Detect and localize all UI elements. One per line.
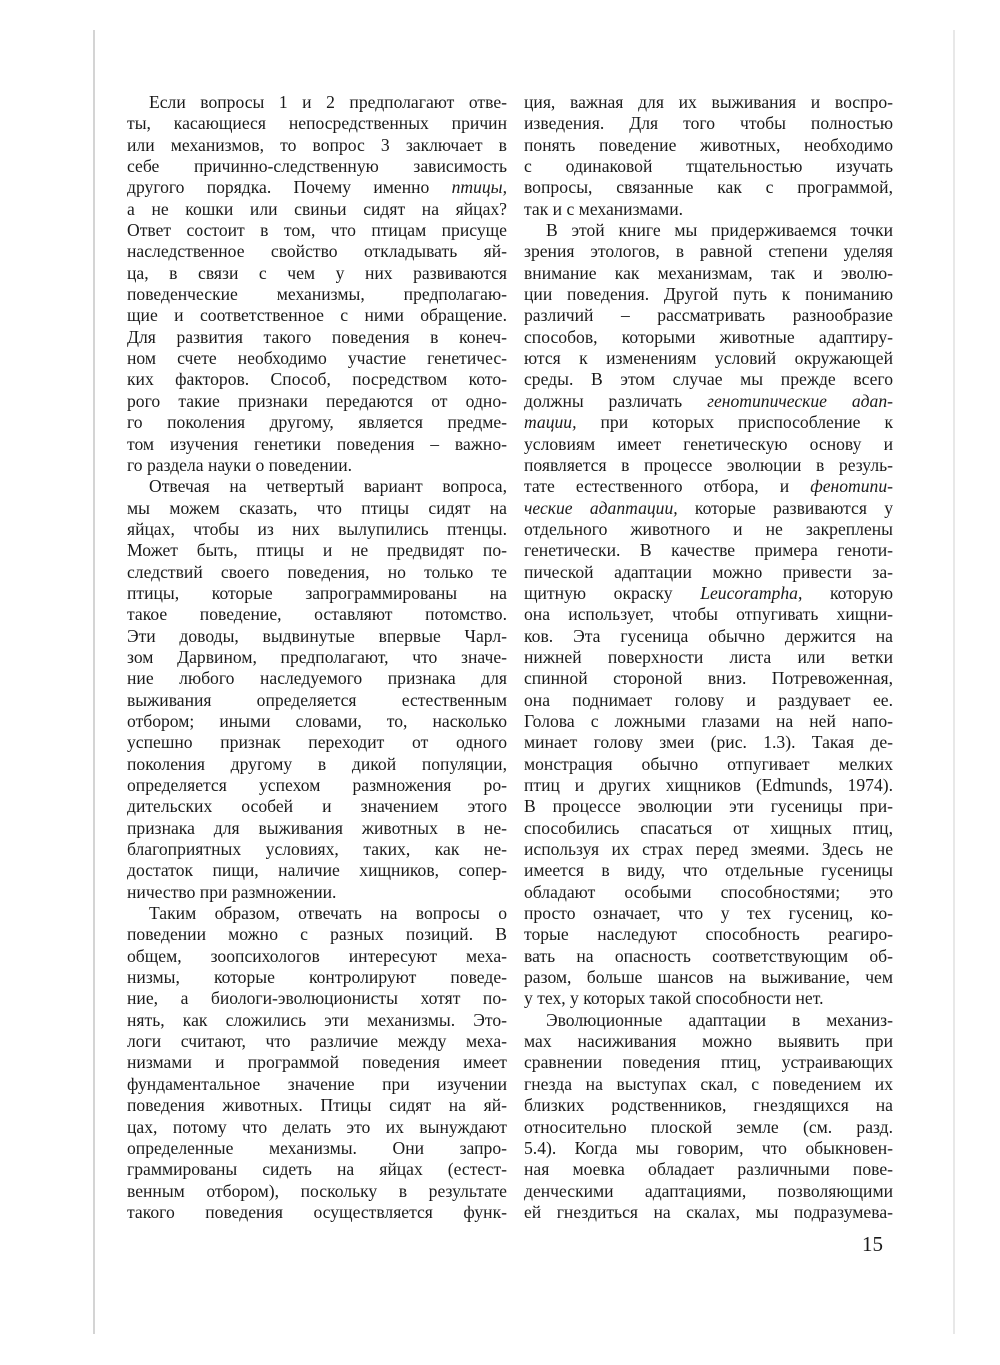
text-line: тации, при которых приспособление к — [524, 412, 893, 433]
text-line: Голова с ложными глазами на ней напо- — [524, 710, 893, 731]
text-line: ции поведения. Другой путь к пониманию — [524, 284, 893, 305]
text-line: В процессе эволюции эти гусеницы при- — [524, 796, 893, 817]
text-line: себе причинно-следственную зависимость — [127, 156, 507, 177]
right-text-column — [524, 92, 893, 1223]
left-text-column — [127, 92, 507, 1223]
italic-term: ческие адаптации, — [524, 497, 678, 518]
text-line: изведения. Для того чтобы полностью — [524, 113, 893, 134]
text-line: такое поведение, оставляют потомство. — [127, 604, 507, 625]
text-line: генетически. В качестве примера геноти- — [524, 540, 893, 561]
text-line: другого порядка. Почему именно птицы, — [127, 177, 507, 198]
text-line: ца, в связи с чем у них развиваются — [127, 262, 507, 283]
text-line: ном счете необходимо участие генетичес- — [127, 348, 507, 369]
text-line: денческими адаптациями, позволяющими — [524, 1180, 893, 1201]
text-line: общем, зоопсихологов интересуют меха- — [127, 945, 507, 966]
italic-term: птицы, — [451, 177, 507, 198]
page-number: 15 — [862, 1232, 883, 1256]
text-line: признака для выживания животных в не- — [127, 817, 507, 838]
text-line: она использует, чтобы отпугивать хищни- — [524, 604, 893, 625]
text-line: ная моевка обладает различными пове- — [524, 1159, 893, 1180]
text-line: нять, как сложились эти механизмы. Это- — [127, 1009, 507, 1030]
text-line: она поднимает голову и раздувает ее. — [524, 689, 893, 710]
text-line: зом Дарвином, предполагают, что значе- — [127, 646, 507, 667]
text-line: ей гнездиться на скалах, мы подразумева- — [524, 1201, 893, 1222]
italic-term: тации, — [524, 412, 577, 433]
text-line: Может быть, птицы и не предвидят по- — [127, 540, 507, 561]
italic-term: фенотипи- — [810, 476, 893, 497]
text-line: благоприятных условиях, таких, как не- — [127, 839, 507, 860]
text-line: ческие адаптации, которые развиваются у — [524, 497, 893, 518]
text-line: определенные механизмы. Они запро- — [127, 1137, 507, 1158]
italic-term: Leucorampha, — [700, 582, 803, 603]
text-line: ков. Эта гусеница обычно держится на — [524, 625, 893, 646]
text-line: гнезда на выступах скал, с поведением их — [524, 1073, 893, 1094]
text-line: щитную окраску Leucorampha, которую — [524, 582, 893, 603]
text-line: монстрация обычно отпугивает мелких — [524, 753, 893, 774]
text-line: В этой книге мы придерживаемся точки — [546, 220, 893, 241]
text-line: Таким образом, отвечать на вопросы о — [149, 903, 507, 924]
text-line: Эти доводы, выдвинутые впервые Чарл- — [127, 625, 507, 646]
text-line: поведенческие механизмы, предполагаю- — [127, 284, 507, 305]
text-line: тате естественного отбора, и фенотипи- — [524, 476, 893, 497]
text-line: способились спасаться от хищных птиц, — [524, 817, 893, 838]
text-line: фундаментальное значение при изучении — [127, 1073, 507, 1094]
text-line: вать на опасность соответствующим об- — [524, 945, 893, 966]
text-line: наследственное свойство откладывать яй- — [127, 241, 507, 262]
text-line: венным отбором), поскольку в результате — [127, 1180, 507, 1201]
text-line: Если вопросы 1 и 2 предполагают отве- — [149, 92, 507, 112]
text-line: разом, больше шансов на выживание, чем — [524, 967, 893, 988]
text-line: поколения другому в дикой популяции, — [127, 753, 507, 774]
text-line: зрения этологов, в равной степени уделяя — [524, 241, 893, 262]
text-line: определяется успехом размножения ро- — [127, 775, 507, 795]
text-line: щие и соответственное с ними обращение. — [127, 305, 507, 326]
text-line: низмы, которые контролируют поведе- — [127, 967, 507, 988]
text-line: должны различать генотипические адап- — [524, 390, 893, 411]
text-line: дительских особей и значением этого — [127, 796, 507, 817]
text-line: цах, потому что делать это их вынуждают — [127, 1116, 507, 1137]
text-line: яйцах, чтобы из них вылупились птенцы. — [127, 518, 507, 539]
text-line: относительно плоской земле (см. разд. — [524, 1116, 893, 1137]
text-line: используя их страх перед змеями. Здесь не — [524, 839, 893, 860]
text-line: мы можем сказать, что птицы сидят на — [127, 497, 507, 518]
text-line: у тех, у которых такой способности нет. — [524, 988, 824, 1009]
text-line: близких родственников, гнездящихся на — [524, 1095, 893, 1116]
text-line: торые наследуют способность реагиро- — [524, 924, 893, 945]
text-line: го раздела науки о поведении. — [127, 454, 353, 475]
text-line: спинной стороной вниз. Потревоженная, — [524, 668, 893, 689]
text-line: логи считают, что различие между меха- — [127, 1031, 507, 1052]
text-line: поведения животных. Птицы сидят на яй- — [127, 1095, 507, 1116]
text-line: пической адаптации можно привести за- — [524, 561, 893, 582]
page-right-edge — [953, 30, 955, 1334]
text-line: 5.4). Когда мы говорим, что обыкновен- — [524, 1137, 893, 1158]
text-line: такого поведения осуществляется функ- — [127, 1201, 507, 1222]
text-line: достаток пищи, наличие хищников, сопер- — [127, 860, 507, 881]
text-line: мах насиживания можно выявить при — [524, 1031, 893, 1052]
text-line: том изучения генетики поведения – важно- — [127, 433, 507, 454]
text-line: среды. В этом случае мы прежде всего — [524, 369, 893, 390]
text-line: различий – рассматривать разнообразие — [524, 305, 893, 326]
text-line: рого такие признаки передаются от одно- — [127, 390, 507, 411]
text-line: отдельного животного и не закреплены — [524, 518, 893, 539]
text-line: следствий своего поведения, но только те — [127, 561, 507, 582]
text-line: выживания определяется естественным — [127, 689, 507, 710]
text-line: просто означает, что у тех гусениц, ко- — [524, 903, 893, 924]
text-line: ние, а биологи-эволюционисты хотят по- — [127, 988, 507, 1009]
text-line: ция, важная для их выживания и воспро- — [524, 92, 893, 112]
text-line: обладают особыми способностями; это — [524, 881, 893, 902]
text-line: способов, которыми животные адаптиру- — [524, 326, 893, 347]
text-line: или механизмов, то вопрос 3 заключает в — [127, 134, 507, 155]
text-line: минает голову змеи (рис. 1.3). Такая де- — [524, 732, 893, 753]
text-line: Эволюционные адаптации в механиз- — [546, 1009, 893, 1030]
text-line: граммированы сидеть на яйцах (естест- — [127, 1159, 507, 1180]
text-line: птиц и других хищников (Edmunds, 1974). — [524, 775, 893, 795]
text-line: птицы, которые запрограммированы на — [127, 582, 507, 603]
italic-term: генотипические адап- — [707, 390, 893, 411]
text-line: ние любого наследуемого признака для — [127, 668, 507, 689]
text-line: успешно признак переходит от одного — [127, 732, 507, 753]
text-line: сравнении поведения птиц, устраивающих — [524, 1052, 893, 1073]
text-line: понять поведение животных, необходимо — [524, 134, 893, 155]
text-line: ты, касающиеся непосредственных причин — [127, 113, 507, 134]
text-line: нижней поверхности листа или ветки — [524, 646, 893, 667]
text-line: отбором; иными словами, то, насколько — [127, 710, 507, 731]
text-line: Для развития такого поведения в конеч- — [127, 326, 507, 347]
text-line: имеется в виду, что отдельные гусеницы — [524, 860, 893, 881]
text-line: а не кошки или свиньи сидят на яйцах? — [127, 198, 507, 219]
text-line: так и с механизмами. — [524, 198, 684, 219]
text-line: го поколения другому, является предме- — [127, 412, 507, 433]
text-line: ничество при размножении. — [127, 881, 337, 902]
text-line: Ответ состоит в том, что птицам присуще — [127, 220, 507, 241]
text-line: Отвечая на четвертый вариант вопроса, — [149, 476, 507, 497]
text-line: условиям имеет генетическую основу и — [524, 433, 893, 454]
text-line: внимание как механизмам, так и эволю- — [524, 262, 893, 283]
text-line: ются к изменениям условий окружающей — [524, 348, 893, 369]
text-line: с одинаковой тщательностью изучать — [524, 156, 893, 177]
text-line: появляется в процессе эволюции в резуль- — [524, 454, 893, 475]
text-line: низмами и программой поведения имеет — [127, 1052, 507, 1073]
text-line: поведении можно с разных позиций. В — [127, 924, 507, 945]
text-line: ких факторов. Способ, посредством кото- — [127, 369, 507, 390]
page-left-edge — [93, 30, 95, 1334]
text-line: вопросы, связанные как с программой, — [524, 177, 893, 198]
